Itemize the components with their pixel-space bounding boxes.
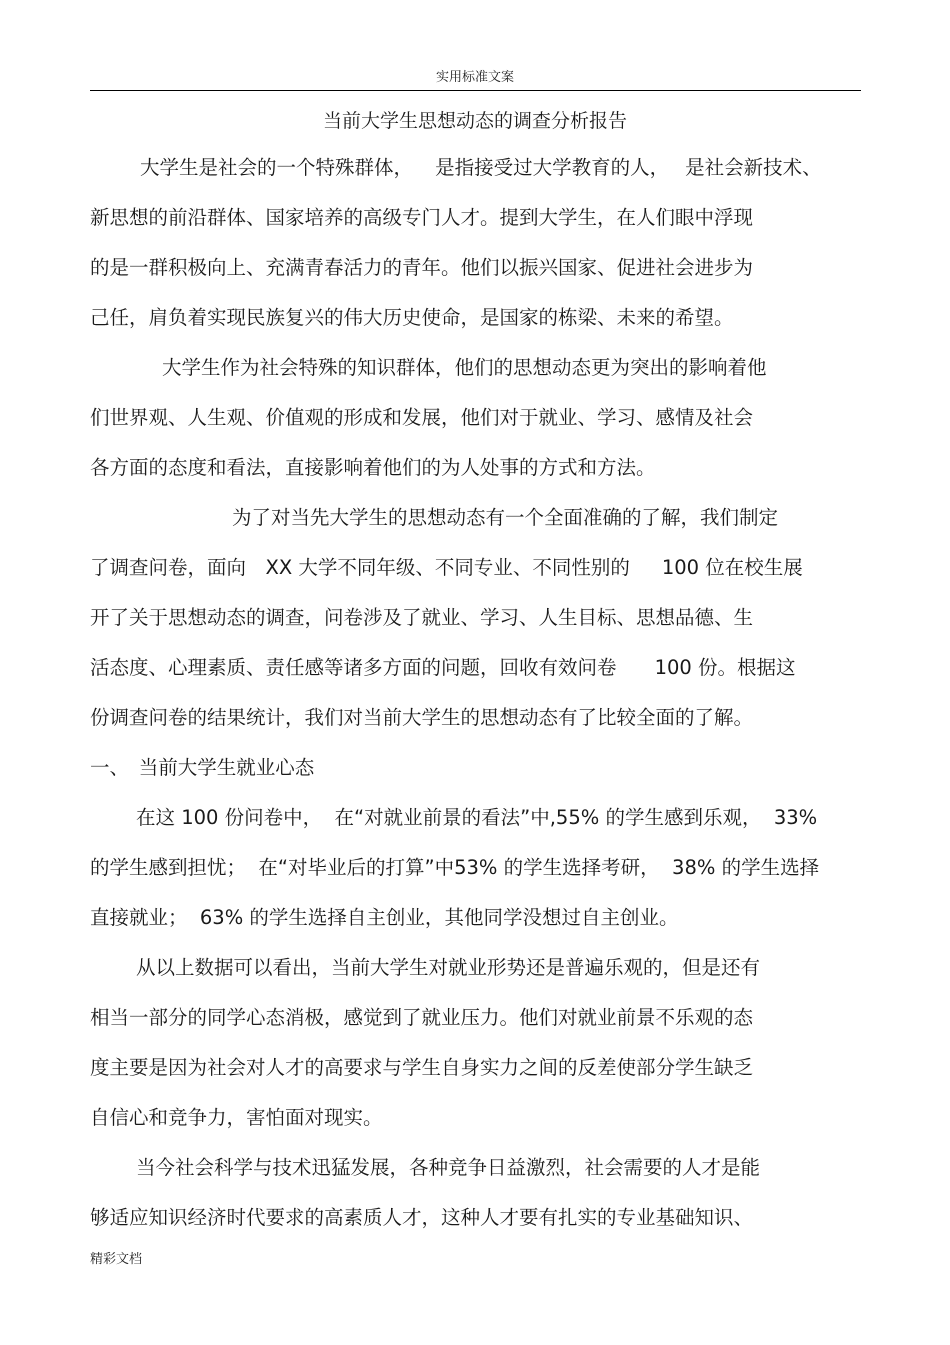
body-line: 直接就业； 63% 的学生选择自主创业，其他同学没想过自主创业。: [90, 906, 679, 929]
page-header: 实用标准文案: [435, 70, 514, 85]
body-line: 了调查问卷，面向 XX 大学不同年级、不同专业、不同性别的 100 位在校生展: [90, 556, 803, 579]
body-line: 大学生作为社会特殊的知识群体，他们的思想动态更为突出的影响着他: [162, 356, 767, 379]
body-line: 大学生是社会的一个特殊群体， 是指接受过大学教育的人， 是社会新技术、: [140, 156, 822, 179]
body-line: 够适应知识经济时代要求的高素质人才，这种人才要有扎实的专业基础知识、: [90, 1206, 754, 1229]
body-line: 当今社会科学与技术迅猛发展，各种竞争日益激烈，社会需要的人才是能: [136, 1156, 761, 1179]
body-line: 的是一群积极向上、充满青春活力的青年。他们以振兴国家、促进社会进步为: [90, 256, 754, 279]
body-line: 份调查问卷的结果统计，我们对当前大学生的思想动态有了比较全面的了解。: [90, 706, 754, 729]
body-line: 相当一部分的同学心态消极，感觉到了就业压力。他们对就业前景不乐观的态: [90, 1006, 754, 1029]
header-rule: [90, 90, 861, 91]
body-line: 己任，肩负着实现民族复兴的伟大历史使命，是国家的栋梁、未来的希望。: [90, 306, 734, 329]
body-line: 新思想的前沿群体、国家培养的高级专门人才。提到大学生，在人们眼中浮现: [90, 206, 754, 229]
body-line: 从以上数据可以看出，当前大学生对就业形势还是普遍乐观的，但是还有: [136, 956, 761, 979]
body-line: 各方面的态度和看法，直接影响着他们的为人处事的方式和方法。: [90, 456, 656, 479]
section-heading: 一、 当前大学生就业心态: [90, 756, 315, 779]
body-line: 开了关于思想动态的调查，问卷涉及了就业、学习、人生目标、思想品德、生: [90, 606, 754, 629]
page-footer: 精彩文档: [90, 1252, 143, 1267]
body-line: 度主要是因为社会对人才的高要求与学生自身实力之间的反差使部分学生缺乏: [90, 1056, 754, 1079]
body-line: 为了对当先大学生的思想动态有一个全面准确的了解，我们制定: [232, 506, 779, 529]
body-line: 自信心和竞争力，害怕面对现实。: [90, 1106, 383, 1129]
body-line: 们世界观、人生观、价值观的形成和发展，他们对于就业、学习、感情及社会: [90, 406, 754, 429]
body-line: 活态度、心理素质、责任感等诸多方面的问题，回收有效问卷 100 份。根据这: [90, 656, 796, 679]
document-title: 当前大学生思想动态的调查分析报告: [322, 110, 627, 132]
body-line: 在这 100 份问卷中， 在“对就业前景的看法”中,55% 的学生感到乐观， 33%: [136, 806, 818, 829]
body-line: 的学生感到担忧； 在“对毕业后的打算”中53% 的学生选择考研， 38% 的学生选择: [90, 856, 820, 879]
